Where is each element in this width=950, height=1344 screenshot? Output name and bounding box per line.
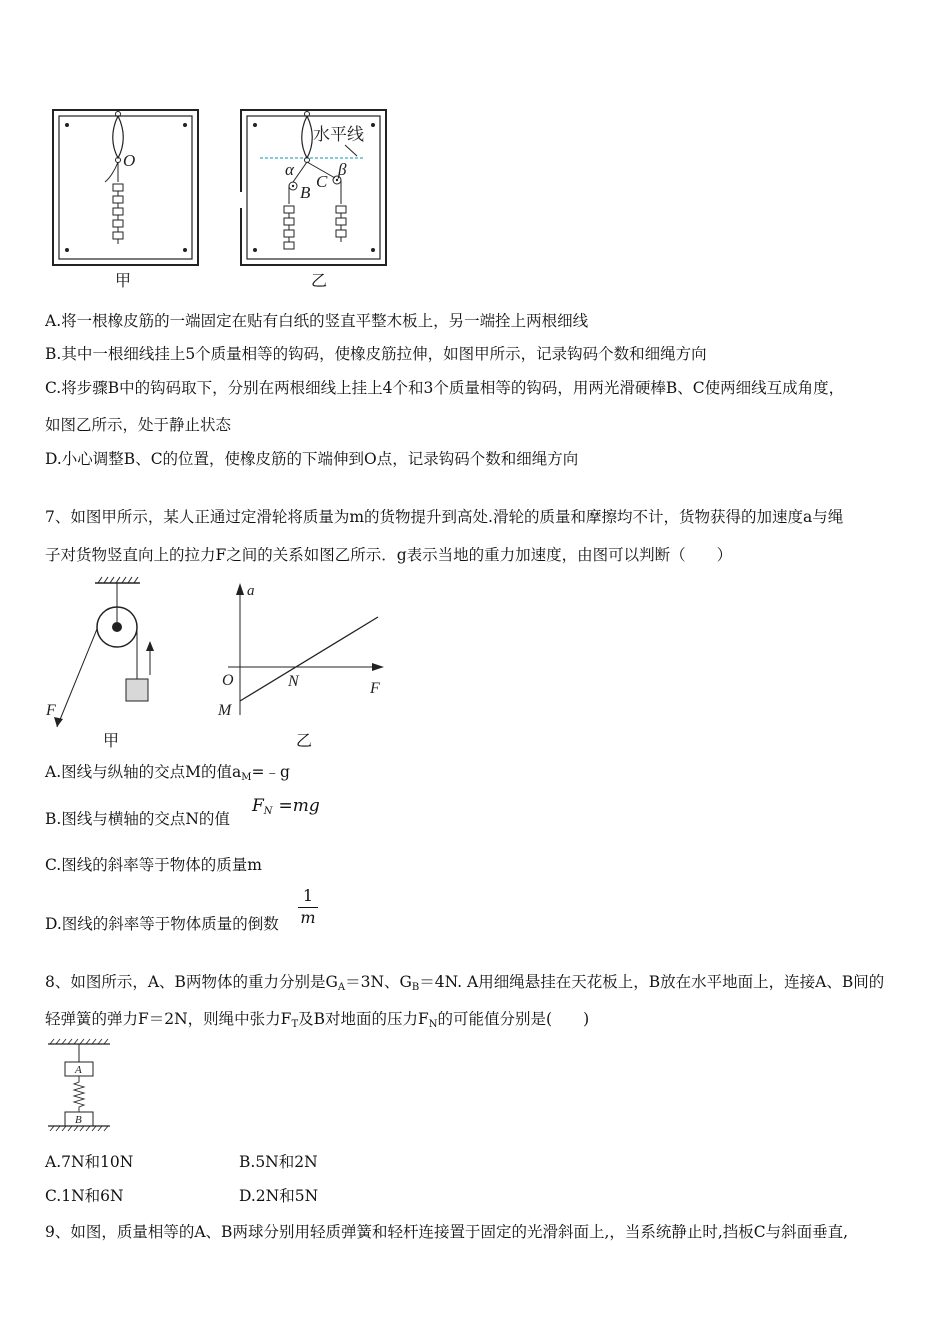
board-jia — [53, 110, 198, 265]
q7-point-N: N — [288, 673, 299, 690]
q7-pulley-figure — [40, 575, 200, 730]
fig6-label-O: O — [123, 151, 136, 170]
fig6-label-B: B — [300, 183, 311, 202]
q6-option-d: D.小心调整B、C的位置，使橡皮筋的下端伸到O点，记录钩码个数和细绳方向 — [45, 450, 579, 468]
q8-sub-N: N — [428, 1019, 438, 1030]
formula-F: F — [252, 796, 264, 816]
q8-spring-figure — [44, 1038, 114, 1138]
spring — [74, 1076, 84, 1112]
formula-rest: =mg — [278, 796, 320, 816]
q7-caption-jia: 甲 — [103, 731, 120, 750]
fig6-label-beta: β — [338, 160, 347, 179]
q7-graph — [210, 575, 390, 725]
q7-option-b — [45, 809, 230, 829]
q8-line1-a: 8、如图所示，A、B两物体的重力分别是G — [45, 973, 338, 991]
q8-option-b: B.5N和2N — [239, 1153, 318, 1171]
hook-weights-3 — [336, 206, 346, 242]
a-vs-F-line — [240, 617, 378, 701]
q7-option-a-text: A.图线与纵轴的交点M的值a — [45, 763, 242, 781]
formula-sub-N: N — [263, 806, 273, 817]
hook-weights-4 — [284, 206, 294, 249]
q6-option-a: A.将一根橡皮筋的一端固定在贴有白纸的竖直平整木板上，另一端拴上两根细线 — [45, 312, 589, 330]
q8-sub-B: B — [411, 982, 420, 993]
q7-stem-line2: 子对货物竖直向上的拉力F之间的关系如图乙所示．g表示当地的重力加速度，由图可以判断（ ） — [45, 546, 733, 564]
q7-stem-line1: 7、如图甲所示，某人正通过定滑轮将质量为m的货物提升到高处.滑轮的质量和摩擦均不计，货物获得的加速度a与绳 — [45, 508, 844, 526]
q7-option-a — [45, 762, 290, 788]
q7-axis-F: F — [370, 680, 380, 697]
q7-option-d-fraction — [298, 886, 318, 928]
hook-weights-5 — [113, 184, 123, 244]
block-A-label: A — [75, 1064, 82, 1076]
fig6-label-C: C — [316, 172, 328, 191]
q8-line2-b: 及B对地面的压力F — [298, 1010, 429, 1028]
q6-option-c-line1: C.将步骤B中的钩码取下，分别在两根细线上挂上4个和3个质量相等的钩码，用两光滑硬棒B、C使两细线互成角度， — [45, 379, 845, 397]
q8-stem-line2 — [45, 1009, 589, 1035]
q6-option-b: B.其中一根细线挂上5个质量相等的钩码，使橡皮筋拉伸，如图甲所示，记录钩码个数和细绳方向 — [45, 345, 707, 363]
fraction-denominator: m — [300, 908, 316, 927]
q8-line1-b: ＝3N、G — [345, 973, 412, 991]
q7-option-b-text: B.图线与横轴的交点N的值 — [45, 810, 230, 828]
q7-option-a-suffix: =﹣g — [251, 763, 290, 781]
fraction-numerator: 1 — [298, 886, 318, 908]
q8-line2-c: 的可能值分别是( ) — [437, 1010, 590, 1028]
q7-option-c: C.图线的斜率等于物体的质量m — [45, 856, 262, 874]
q7-option-a-sub: M — [241, 772, 252, 783]
fig6-label-horizontal: 水平线 — [313, 125, 364, 144]
q7-point-M: M — [218, 702, 232, 719]
q7-option-b-formula — [252, 796, 320, 822]
q8-line1-c: ＝4N. A用细绳悬挂在天花板上，B放在水平地面上，连接A、B间的 — [419, 973, 885, 991]
fig6-label-alpha: α — [285, 160, 294, 179]
q6-option-c-line2: 如图乙所示，处于静止状态 — [45, 416, 232, 434]
q7-caption-yi: 乙 — [296, 731, 313, 750]
fig6-apparatus — [45, 100, 405, 295]
block-B-label: B — [75, 1114, 82, 1126]
cargo-box — [126, 679, 148, 701]
fig6-caption-yi: 乙 — [311, 271, 328, 290]
q8-line2-a: 轻弹簧的弹力F＝2N，则绳中张力F — [45, 1010, 292, 1028]
q7-label-F: F — [46, 702, 56, 719]
q8-option-c: C.1N和6N — [45, 1187, 124, 1205]
q8-sub-T: T — [291, 1019, 299, 1030]
q8-option-d: D.2N和5N — [239, 1187, 319, 1205]
q8-sub-A: A — [337, 982, 346, 993]
fig6-caption-jia: 甲 — [115, 271, 132, 290]
q7-axis-a: a — [247, 583, 255, 599]
q8-option-a: A.7N和10N — [45, 1153, 134, 1171]
q9-stem-line1: 9、如图，质量相等的A、B两球分别用轻质弹簧和轻杆连接置于固定的光滑斜面上,，当系统静止时,挡板C与斜面垂直, — [45, 1223, 849, 1241]
q7-origin-O: O — [222, 672, 234, 689]
board-yi — [237, 110, 386, 265]
q8-stem-line1 — [45, 972, 884, 998]
q7-option-d: D.图线的斜率等于物体质量的倒数 — [45, 915, 279, 933]
